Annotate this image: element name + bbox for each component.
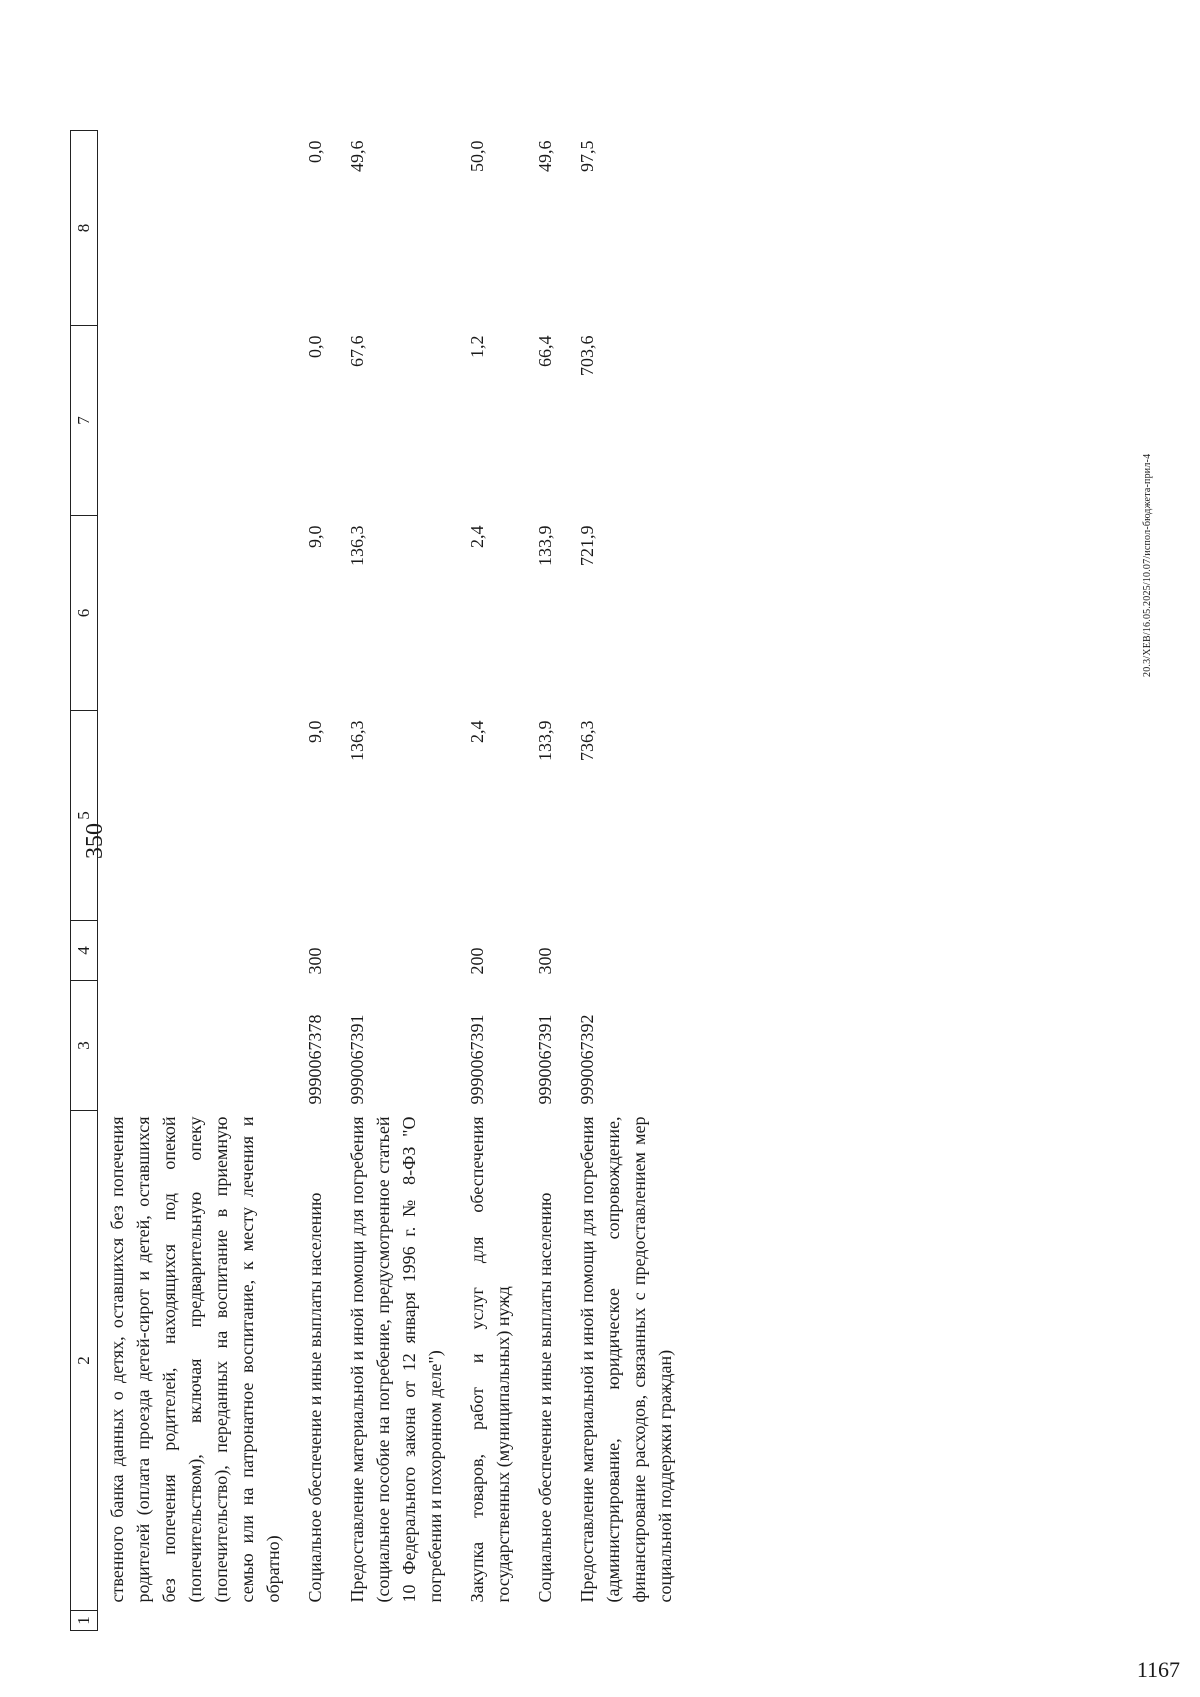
- col-header-1: 1: [71, 1611, 98, 1631]
- col-header-2: 2: [71, 1111, 98, 1611]
- col-header-6: 6: [71, 516, 98, 711]
- cell-line: [296, 1611, 338, 1631]
- cell-description: Предоставление материальной и иной помощи для погребения (социальное пособие на погребение, предусмотренное статьей 10 Федерального закона от 12 января 1996 г. № 8-ФЗ "О погребении и похоронном деле"): [347, 1116, 445, 1603]
- cell-value-8: [98, 131, 297, 326]
- cell-value-7: 67,6: [347, 335, 367, 367]
- cell-value-8: 49,6: [535, 140, 555, 172]
- cell-value-8: 0,0: [305, 140, 325, 163]
- cell-value-7: 66,4: [535, 335, 555, 367]
- cell-value-6: 9,0: [305, 525, 325, 548]
- cell-line: [338, 1611, 458, 1631]
- cell-line: [526, 1611, 568, 1631]
- cell-value-6: 136,3: [347, 525, 367, 566]
- col-header-4: 4: [71, 921, 98, 981]
- cell-value-5: 9,0: [305, 720, 325, 743]
- cell-value-5: 136,3: [347, 720, 367, 761]
- cell-value-7: 0,0: [305, 335, 325, 358]
- cell-value-7: [98, 326, 297, 516]
- cell-value-8: 50,0: [467, 140, 487, 172]
- cell-value-5: [98, 711, 297, 921]
- cell-value-8: 49,6: [347, 140, 367, 172]
- col-header-8: 8: [71, 131, 98, 326]
- footer-code: 20.3/XEB/16.05.2025/10.07/испол-бюджета-прил-4: [1142, 453, 1153, 677]
- cell-description: Социальное обеспечение и иные выплаты населению: [535, 1192, 555, 1603]
- cell-value-6: [98, 516, 297, 711]
- cell-code: 9990067391: [467, 1014, 487, 1105]
- table-row: [296, 131, 338, 1631]
- budget-table: [70, 130, 688, 1631]
- cell-line: [458, 1611, 526, 1631]
- cell-code: 9990067391: [347, 1014, 367, 1105]
- page-number: 350: [82, 823, 108, 859]
- cell-type: 300: [305, 947, 325, 975]
- cell-code: [98, 981, 297, 1111]
- cell-line: [98, 1611, 297, 1631]
- cell-type: [568, 921, 688, 981]
- col-header-3: 3: [71, 981, 98, 1111]
- table-row: [568, 131, 688, 1631]
- cell-description: Закупка товаров, работ и услуг для обеспечения государственных (муниципальных) нужд: [467, 1116, 513, 1603]
- cell-value-6: 2,4: [467, 525, 487, 548]
- cell-code: 9990067392: [577, 1014, 597, 1105]
- cell-value-8: 97,5: [577, 140, 597, 172]
- cell-value-5: 2,4: [467, 720, 487, 743]
- table-row: [526, 131, 568, 1631]
- cell-value-5: 736,3: [577, 720, 597, 761]
- cell-description: Социальное обеспечение и иные выплаты населению: [305, 1192, 325, 1603]
- cell-description: Предоставление материальной и иной помощи для погребения (администрирование, юридическое сопровождение, финансирование расходов, связанных с предоставлением мер социальной поддержки граждан): [577, 1116, 675, 1603]
- cell-type: 300: [535, 947, 555, 975]
- cell-code: 9990067391: [535, 1014, 555, 1105]
- col-header-7: 7: [71, 326, 98, 516]
- table-row: [338, 131, 458, 1631]
- cell-value-6: 133,9: [535, 525, 555, 566]
- cell-value-6: 721,9: [577, 525, 597, 566]
- col-header-5: 5: [71, 711, 98, 921]
- table-row: [98, 131, 297, 1631]
- corner-number: 1167: [1136, 1657, 1180, 1682]
- cell-line: [568, 1611, 688, 1631]
- cell-description: ственного банка данных о детях, оставшихся без попечения родителей (оплата проезда детей-сирот и детей, оставшихся без попечения родителей, находящихся под опекой (попечительством), включая предварительную опеку (попечительство), переданных на воспитание в приемную семью или на патронатное воспитание, к месту лечения и обратно): [107, 1116, 283, 1603]
- cell-value-5: 133,9: [535, 720, 555, 761]
- cell-type: 200: [467, 947, 487, 975]
- header-row: [71, 131, 98, 1631]
- cell-type: [338, 921, 458, 981]
- cell-code: 9990067378: [305, 1014, 325, 1105]
- cell-value-7: 703,6: [577, 335, 597, 376]
- cell-value-7: 1,2: [467, 335, 487, 358]
- table-row: [458, 131, 526, 1631]
- cell-type: [98, 921, 297, 981]
